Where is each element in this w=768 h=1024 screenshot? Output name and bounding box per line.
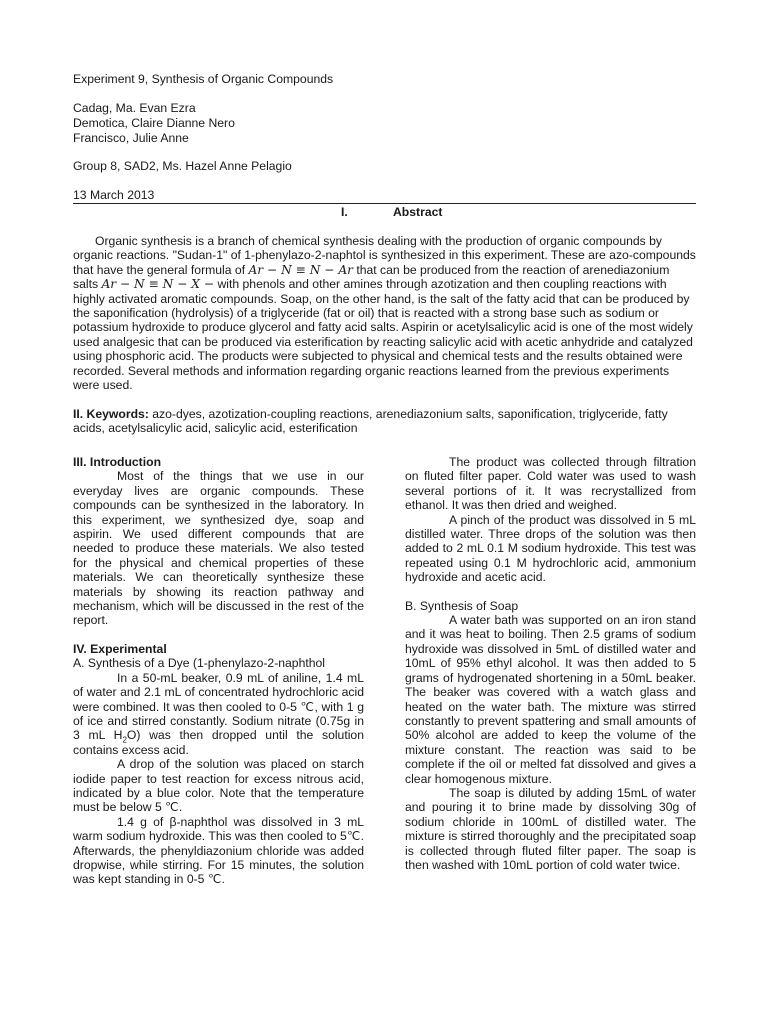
abstract-numeral: I.: [341, 205, 348, 219]
soap-paragraph: A water bath was supported on an iron stand and it was heat to boiling. Then 2.5 grams of sodium hydroxide was dissolved in 5mL of distilled water and 10mL of 95% ethyl alcohol. It was then added to 5 grams of hydrogenated shortening in a 50mL beaker. The beaker was covered with a watch glass and heated on the water bath. The mixture was stirred constantly to prevent spattering and small amounts of 50% alcohol are added to keep the volume of the mixture constant. The reaction was said to be complete if the oil or melted fat dissolved and gives a clear homogenous mixture.: [405, 613, 696, 786]
abstract-title: Abstract: [393, 205, 443, 219]
soap-subheading: B. Synthesis of Soap: [405, 598, 519, 613]
dye-paragraph: In a 50-mL beaker, 0.9 mL of aniline, 1.4 mL of water and 2.1 mL of concentrated hydrochloric acid were combined. It was then cooled to 0-5 ℃, with 1 g of ice and stirred constantly. Sodium nitrate (0.75g in 3 mL $H_2O$) was then dropped until the solution contains excess acid.: [73, 670, 364, 757]
experimental-heading: IV. Experimental: [73, 641, 167, 656]
author-name: Demotica, Claire Dianne Nero: [73, 116, 235, 130]
abstract-text: that can be produced from the reaction of arenediazonium salts: [73, 262, 670, 292]
dye-paragraph: The product was collected through filtration on fluted filter paper. Cold water was used to wash several portions of it. It was recrystallized from ethanol. It was then dried and weighed.: [405, 455, 696, 513]
introduction-paragraph: Most of the things that we use in our everyday lives are organic compounds. These compounds can be synthesized in the laboratory. In this experiment, we synthesized dye, soap and aspirin. We used different compounds that are needed to produce these materials. We also tested for the physical and chemical properties of these materials. We can theoretically synthesize these materials by showing its reaction pathway and mechanism, which will be discussed in the rest of the report.: [73, 469, 364, 628]
keywords: [73, 407, 696, 436]
soap-paragraph: The soap is diluted by adding 15mL of water and pouring it to brine made by dissolving 30g of sodium chloride in 100mL of distilled water. The mixture is stirred thoroughly and the precipitated soap is collected through fluted filter paper. The soap is then washed with 10mL portion of cold water twice.: [405, 785, 696, 872]
dye-paragraph: A drop of the solution was placed on starch iodide paper to test reaction for excess nitrous acid, indicated by a blue color. Note that the temperature must be below 5 ℃.: [73, 757, 364, 815]
abstract-text: Organic synthesis is a branch of chemical synthesis dealing with the production of organic compounds by organic reactions. "Sudan-1" of 1-phenylazo-2-naphtol is synthesized in this experiment. These are azo-compounds that have the general formula of: [73, 234, 696, 277]
dye-paragraph: A pinch of the product was dissolved in 5 mL distilled water. Three drops of the solution was then added to 2 mL 0.1 M sodium hydroxide. This test was repeated using 0.1 M hydrochloric acid, ammonium hydroxide and acetic acid.: [405, 512, 696, 585]
left-column: [73, 455, 364, 887]
dye-paragraph: 1.4 g of β-naphthol was dissolved in 3 mL warm sodium hydroxide. This was then cooled to 5℃. Afterwards, the phenyldiazonium chloride was added dropwise, while stirring. For 15 minutes, the solution was kept standing in 0-5 ℃.: [73, 814, 364, 887]
right-column: [405, 455, 696, 872]
author-name: Cadag, Ma. Evan Ezra: [73, 101, 196, 115]
azo-formula: Ar − N ≡ N − Ar: [248, 262, 353, 277]
group-info: Group 8, SAD2, Ms. Hazel Anne Pelagio: [73, 159, 292, 173]
header-divider: [73, 203, 696, 204]
report-date: 13 March 2013: [73, 188, 155, 202]
experiment-title: Experiment 9, Synthesis of Organic Compounds: [73, 72, 334, 86]
author-name: Francisco, Julie Anne: [73, 131, 189, 145]
abstract-body: [73, 234, 696, 392]
arenediazonium-formula: Ar − N ≡ N − X −: [101, 277, 215, 292]
keywords-label: II. Keywords:: [73, 407, 149, 421]
abstract-text: with phenols and other amines through azotization and then coupling reactions with highly activated aromatic compounds. Soap, on the other hand, is the salt of the fatty acid that can be produced by the saponification (hydrolysis) of a triglyceride (fat or oil) that is reacted with a strong base such as sodium or potassium hydroxide to produce glycerol and fatty acid salts. Aspirin or acetylsalicylic acid is one of the most widely used analgesic that can be produced via esterification by reacting salicylic acid with acetic anhydride and catalyzed using phosphoric acid. The products were subjected to physical and chemical tests and the results obtained were recorded. Several methods and information regarding organic reactions learned from the previous experiments were used.: [73, 277, 693, 393]
keywords-list: azo-dyes, azotization-coupling reactions, arenediazonium salts, saponification, triglyceride, fatty acids, acetylsalicylic acid, salicylic acid, esterification: [73, 407, 668, 436]
dye-subheading: A. Synthesis of a Dye (1-phenylazo-2-naphthol: [73, 656, 326, 671]
introduction-heading: III. Introduction: [73, 455, 162, 469]
